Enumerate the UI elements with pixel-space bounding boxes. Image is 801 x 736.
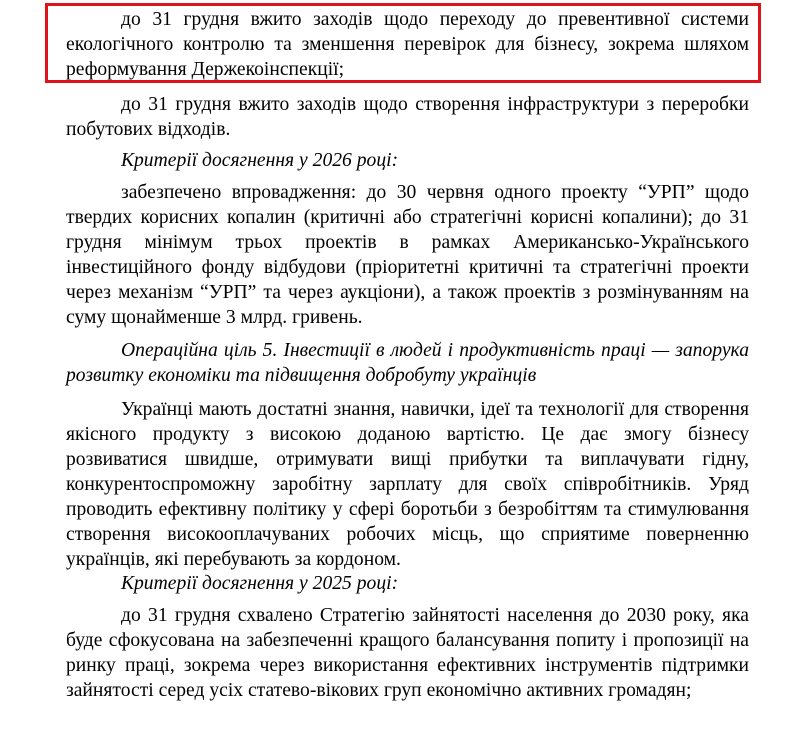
operational-goal-5-heading: Операційна ціль 5. Інвестиції в людей і продуктивність праці — запорука розвитку економіки та підвищення добробуту українців [66,340,749,386]
paragraph-urp-projects: забезпечено впровадження: до 30 червня одного проекту “УРП” щодо твердих корисних копалин (критичні або стратегічні корисні копалини); до 31 грудня мінімум трьох проектів в рамках Американсько-Українського інвестиційного фонду відбудови (пріоритетні критичні та стратегічні проекти через механізм “УРП” та через аукціони), а також проектів з розмінуванням на суму щонайменше 3 млрд. гривень. [66,182,749,328]
paragraph-goal-5-description: Українці мають достатні знання, навички, ідеї та технології для створення якісного продукту з високою доданою вартістю. Це дає змогу бізнесу розвиватися швидше, отримувати вищі прибутки та виплачувати гідну, конкурентоспроможну заробітну зарплату для своїх співробітників. Уряд проводить ефективну політику у сфері боротьби з безробіттям та стимулювання створення високооплачуваних робочих місць, що сприятиме поверненню українців, які перебувають за кордоном. [66,399,749,570]
paragraph-employment-strategy: до 31 грудня схвалено Стратегію зайнятості населення до 2030 року, яка буде сфокусована на забезпеченні кращого балансування попиту і пропозиції на ринку праці, зокрема через використання ефективних інструментів підтримки зайнятості серед усіх статево-вікових груп економічно активних громадян; [66,605,749,701]
criteria-2025-heading: Критерії досягнення у 2025 році: [121,573,399,594]
paragraph-waste-infrastructure: до 31 грудня вжито заходів щодо створення інфраструктури з переробки побутових відходів. [66,94,749,140]
paragraph-ecological-control: до 31 грудня вжито заходів щодо переходу до превентивної системи екологічного контролю та зменшення перевірок для бізнесу, зокрема шляхом реформування Держекоінспекції; [66,9,749,80]
criteria-2026-heading: Критерії досягнення у 2026 році: [121,150,399,171]
